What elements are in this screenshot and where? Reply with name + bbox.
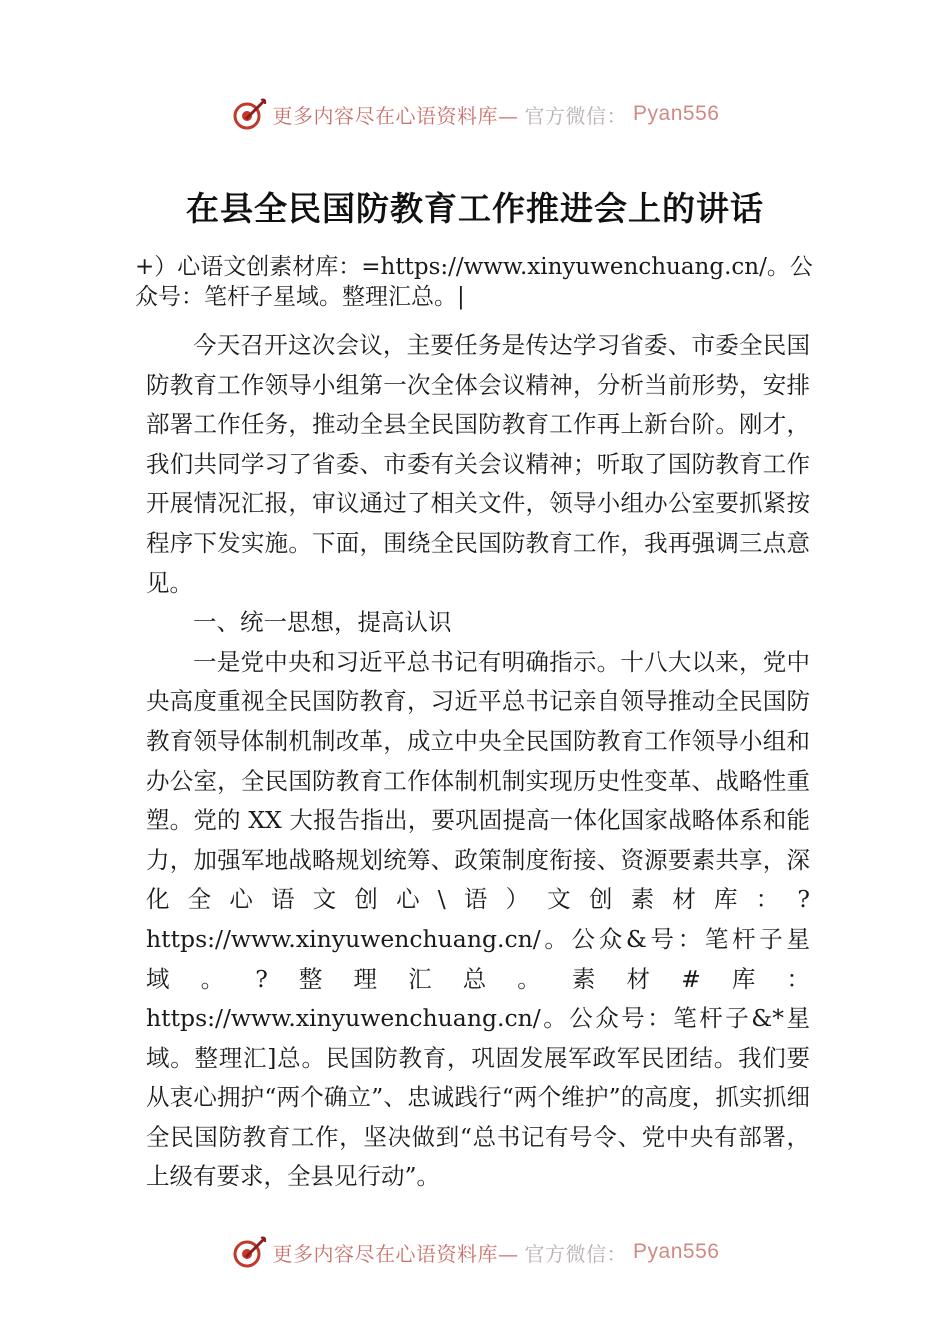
header-watermark <box>0 96 950 132</box>
footer-watermark <box>0 1234 950 1270</box>
document-body <box>146 326 810 1197</box>
watermark-wechat-id: Pyan556 <box>633 1240 720 1263</box>
paragraph: 一是党中央和习近平总书记有明确指示。十八大以来，党中央高度重视全民国防教育，习近平总书记亲自领导推动全民国防教育领导体制机制改革，成立中央全民国防教育工作领导小组和办公室，全民国防教育工作体制机制实现历史性变革、战略性重塑。党的 XX 大报告指出，要巩固提高一体化国家战略体系和能力，加强军地战略规划统筹、政策制度衔接、资源要素共享，深化全心语文创心\语）文创素材库：?https://www.xinyuwenchuang.cn/。公众&号：笔杆子星域。?整理汇总。素材#库：https://www.xinyuwenchuang.cn/。公众号：笔杆子&*星域。整理汇]总。民国防教育，巩固发展军政军民团结。我们要从衷心拥护“两个确立”、忠诚践行“两个维护”的高度，抓实抓细全民国防教育工作，坚决做到“总书记有号令、党中央有部署，上级有要求，全县见行动”。 <box>146 647 810 1191</box>
document-title: 在县全民国防教育工作推进会上的讲话 <box>186 189 764 228</box>
quill-logo-icon <box>231 96 267 132</box>
paragraph: 今天召开这次会议，主要任务是传达学习省委、市委全民国防教育工作领导小组第一次全体会议精神，分析当前形势，安排部署工作任务，推动全县全民国防教育工作再上新台阶。刚才，我们共同学习了省委、市委有关会议精神；听取了国防教育工作开展情况汇报，审议通过了相关文件，领导小组办公室要抓紧按程序下发实施。下面，围绕全民国防教育工作，我再强调三点意见。 <box>146 331 810 597</box>
watermark-site-text: 更多内容尽在心语资料库— <box>272 103 519 128</box>
quill-logo-icon <box>231 1234 267 1270</box>
source-note: +）心语文创素材库：=https://www.xinyuwenchuang.cn/。公众号：笔杆子星域。整理汇总。| <box>135 254 813 310</box>
watermark-wechat-label: 官方微信： <box>524 1241 628 1266</box>
watermark-wechat-label: 官方微信： <box>524 103 628 128</box>
watermark-wechat-id: Pyan556 <box>633 102 720 125</box>
section-heading: 一、统一思想，提高认识 <box>193 608 452 637</box>
watermark-site-text: 更多内容尽在心语资料库— <box>272 1241 519 1266</box>
